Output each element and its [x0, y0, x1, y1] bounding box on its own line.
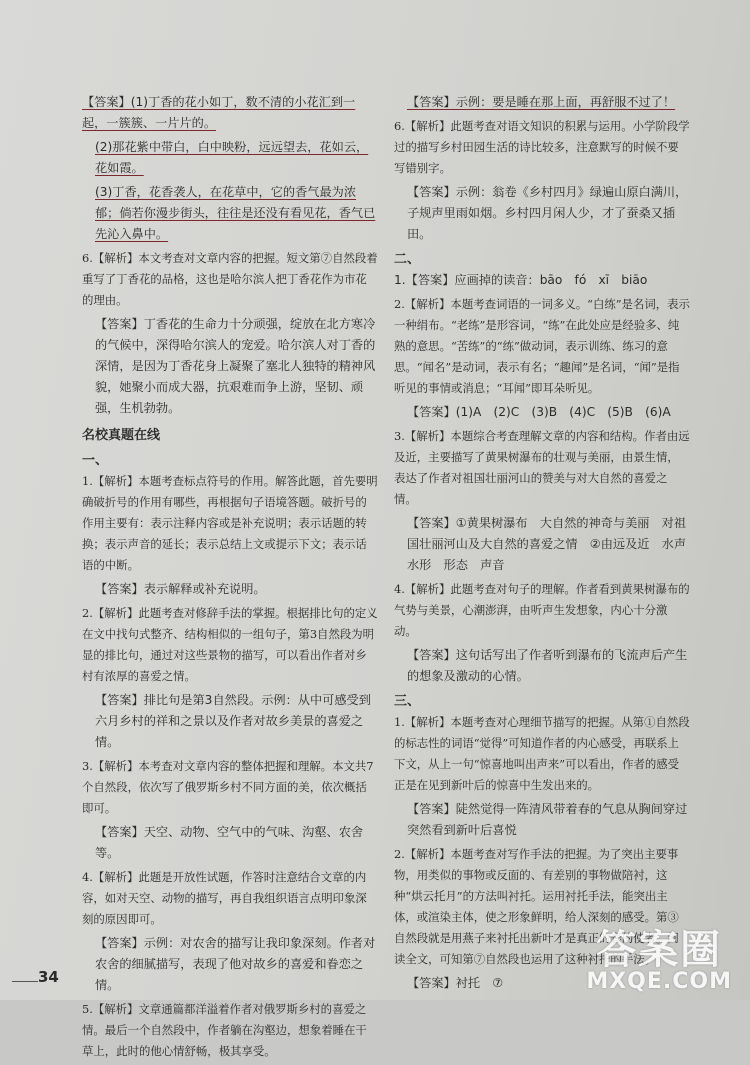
r4-answer: 【答案】这句话写出了作者听到瀑布的飞流声后产生的想象及激动的心情。 — [407, 648, 688, 683]
r2-answer: 【答案】(1)A (2)C (3)B (4)C (5)B (6)A — [407, 405, 671, 419]
left-column — [82, 92, 378, 1065]
page-number: 34 — [38, 968, 59, 986]
q3-answer: 【答案】天空、动物、空气中的气味、沟壑、农舍等。 — [95, 825, 364, 860]
q2-analysis: 2.【解析】此题考查对修辞手法的掌握。根据排比句的定义在文中找句式整齐、结构相似的一组句子，第3自然段为明显的排比句，通过对这些景物的描写，可以看出作者对乡村有浓厚的喜爱之情。 — [82, 606, 378, 683]
r1-answer: 1.【答案】应画掉的读音：bāo fó xī biāo — [394, 273, 648, 287]
section-3-label: 三、 — [394, 694, 421, 709]
answer-1: 【答案】(1)丁香的花小如丁，数不清的小花汇到一起，一簇簇、一片片的。 — [82, 95, 356, 130]
q3-analysis: 3.【解析】本考查对文章内容的整体把握和理解。本文共7个自然段，依次写了俄罗斯乡村不同方面的美，依次概括即可。 — [82, 759, 374, 815]
r6-answer: 【答案】示例：翁卷《乡村四月》绿遍山原白满川，子规声里雨如烟。乡村四月闲人少，才了蚕桑又插田。 — [407, 185, 688, 241]
q4-answer: 【答案】示例：对农舍的描写让我印象深刻。作者对农舍的细腻描写，表现了他对故乡的喜爱和眷恋之情。 — [95, 936, 376, 992]
watermark-logo — [586, 918, 732, 994]
q2-answer: 【答案】排比句是第3自然段。示例：从中可感受到六月乡村的祥和之景以及作者对故乡美景的喜爱之情。 — [95, 693, 371, 749]
s1-answer: 【答案】陡然觉得一阵清风带着春的气息从胸间穿过 突然看到新叶后喜悦 — [407, 802, 700, 837]
s2-analysis: 2.【解析】本题考查对写作手法的把握。为了突出主要事物，用类似的事物或反面的、有差别的事物做陪衬，这种“烘云托月”的方法叫衬托。运用衬托手法，能突出主体，或渲染主体，使之形象鲜明，给人深刻的感受。第③自然段就是用燕子来衬托出新叶才是真正的春的使者。阅读全文，可知第⑦自然段也运用了这种衬托的手法。 — [394, 847, 679, 966]
r3-analysis: 3.【解析】本题综合考查理解文章的内容和结构。作者由远及近，主要描写了黄果树瀑布的壮观与美丽，由景生情，表达了作者对祖国壮丽河山的赞美与对大自然的喜爱之情。 — [394, 429, 690, 506]
s2-answer: 【答案】衬托 ⑦ — [407, 976, 504, 990]
watermark-title: 答案圈 — [596, 927, 723, 973]
q6-analysis: 6.【解析】本文考查对文章内容的把握。短文第⑦自然段着重写了丁香花的品格，这也是哈尔滨人把丁香花作为市花的理由。 — [82, 251, 378, 307]
answer-2: (2)那花紫中带白，白中映粉，远远望去，花如云，花如霞。 — [95, 140, 369, 175]
section-1-label: 一、 — [82, 453, 109, 468]
page-number-rule — [12, 981, 38, 982]
q1-answer: 【答案】表示解释或补充说明。 — [95, 582, 266, 596]
s1-analysis: 1.【解析】本题考查对心理细节描写的把握。从第①自然段的标志性的词语“觉得”可知道作者的内心感受，再联系上下文，从上一句“惊喜地叫出声来”可以看出，作者的感受正是在见到新叶后的惊喜中生发出来的。 — [394, 715, 690, 792]
section-heading: 名校真题在线 — [82, 428, 161, 443]
q1-analysis: 1.【解析】本题考查标点符号的作用。解答此题，首先要明确破折号的作用有哪些，再根据句子语境答题。破折号的作用主要有：表示注释内容或是补充说明；表示话题的转换；表示声音的延长；表示总结上文或提示下文；表示话语的中断。 — [82, 474, 378, 572]
q4-analysis: 4.【解析】此题是开放性试题，作答时注意结合文章的内容，如对天空、动物的描写，再自我组织语言点明印象深刻的原因即可。 — [82, 870, 367, 926]
r4-analysis: 4.【解析】此题考查对句子的理解。作者看到黄果树瀑布的气势与美景，心潮澎湃，由听声生发想象，内心十分激动。 — [394, 582, 690, 638]
right-column — [394, 92, 700, 997]
r3-answer: 【答案】①黄果树瀑布 大自然的神奇与美丽 对祖国壮丽河山及大自然的喜爱之情 ②由远及近 水声 水形 形态 声音 — [407, 516, 699, 572]
r6-analysis: 6.【解析】此题考查对语文知识的积累与运用。小学阶段学过的描写乡村田园生活的诗比较多，注意默写的时候不要写错别字。 — [394, 119, 690, 175]
q6-answer: 【答案】丁香花的生命力十分顽强，绽放在北方寒冷的气候中，深得哈尔滨人的宠爱。哈尔滨人对丁香的深情，是因为丁香花身上凝聚了塞北人独特的精神风貌，她聚小而成大器，抗艰难而争上游，坚韧、顽强，生机勃勃。 — [95, 317, 376, 415]
section-2-label: 二、 — [394, 252, 421, 267]
answer-3: (3)丁香，花香袭人，在花草中，它的香气最为浓郁；倘若你漫步街头，往往是还没有看见花，香气已先沁入鼻中。 — [95, 185, 376, 241]
q5-analysis: 5.【解析】文章通篇都洋溢着作者对俄罗斯乡村的喜爱之情。最后一个自然段中，作者躺在沟壑边，想象着睡在干草上，此时的他心情舒畅，极其享受。 — [82, 1002, 367, 1058]
q5-answer: 【答案】示例：要是睡在那上面，再舒服不过了！ — [407, 95, 676, 109]
r2-analysis: 2.【解析】本题考查词语的一词多义。“白练”是名词，表示一种绢布。“老练”是形容词，“练”在此处应是经验多、纯熟的意思。“苦练”的“练”做动词，表示训练、练习的意思。“闻名”是动词，表示有名；“趣闻”是名词，“闻”是指听见的事情或消息；“耳闻”即耳朵听见。 — [394, 297, 690, 395]
watermark-url: MXQE.COM — [586, 969, 732, 994]
